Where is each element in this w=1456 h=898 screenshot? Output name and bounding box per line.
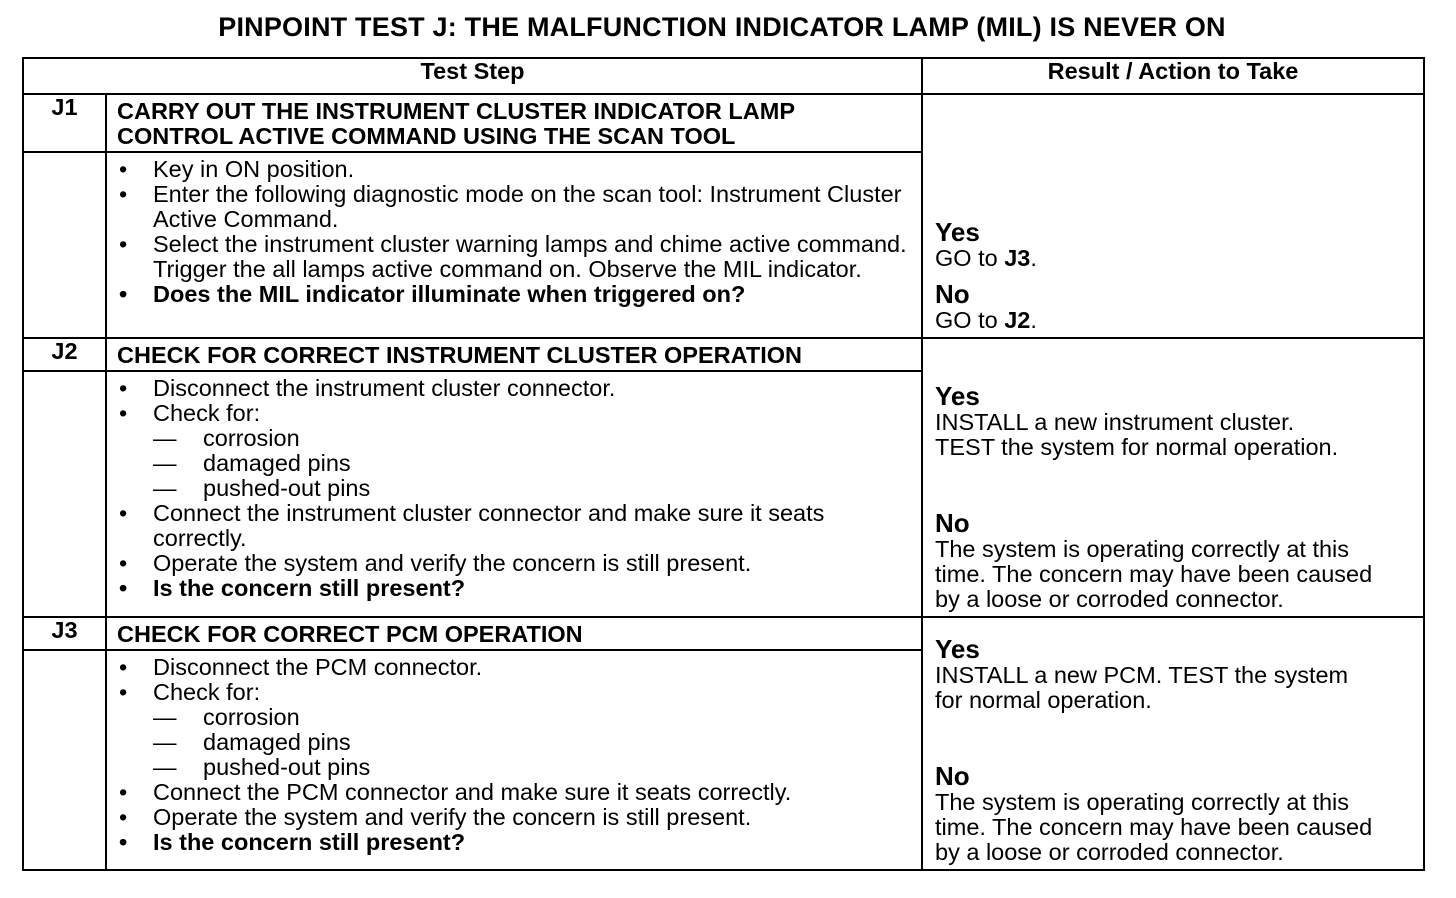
no-label: No (935, 508, 970, 538)
header-test-step: Test Step (23, 58, 922, 94)
step-body (106, 371, 922, 617)
no-line: time. The concern may have been caused (935, 561, 1373, 587)
bullet-list (115, 376, 913, 601)
dash-icon: — (153, 729, 177, 755)
step-j3-title-row (23, 617, 1424, 650)
bullet-icon: • (119, 829, 128, 855)
blank-cell (23, 650, 106, 870)
bullet-icon: • (119, 804, 128, 830)
list-item (115, 232, 913, 282)
yes-line: TEST the system for normal operation. (935, 434, 1339, 460)
result-spacer (935, 460, 1415, 510)
step-j3-result (922, 617, 1424, 870)
bullet-icon: • (119, 500, 128, 526)
yes-period: . (1030, 245, 1037, 271)
sub-item-text: pushed-out pins (203, 475, 371, 501)
yes-result (935, 636, 1415, 713)
step-body (106, 152, 922, 338)
no-line: by a loose or corroded connector. (935, 839, 1284, 865)
yes-result (935, 219, 1415, 271)
bullet-icon: • (119, 550, 128, 576)
sub-item (153, 705, 913, 730)
sub-item-text: corrosion (203, 425, 300, 451)
list-item-text: Key in ON position. (153, 156, 355, 182)
list-item-question (115, 830, 913, 855)
list-item-text: Is the concern still present? (153, 575, 466, 601)
dash-icon: — (153, 475, 177, 501)
sub-item (153, 451, 913, 476)
no-label: No (935, 761, 970, 791)
yes-label: Yes (935, 381, 980, 411)
sub-item-text: pushed-out pins (203, 754, 371, 780)
blank-cell (23, 371, 106, 617)
list-item (115, 780, 913, 805)
list-item-text: Connect the instrument cluster connector and make sure it seats correctly. (153, 500, 825, 551)
dash-icon: — (153, 450, 177, 476)
pinpoint-test-table (22, 57, 1425, 871)
step-title: CHECK FOR CORRECT INSTRUMENT CLUSTER OPERATION (106, 338, 922, 371)
list-item-text: Disconnect the instrument cluster connector. (153, 375, 616, 401)
no-line: The system is operating correctly at this (935, 536, 1350, 562)
list-item (115, 805, 913, 830)
bullet-icon: • (119, 654, 128, 680)
sub-item (153, 755, 913, 780)
yes-line: for normal operation. (935, 687, 1152, 713)
yes-label: Yes (935, 634, 980, 664)
sub-item (153, 476, 913, 501)
yes-line: INSTALL a new PCM. TEST the system (935, 662, 1349, 688)
yes-line: INSTALL a new instrument cluster. (935, 409, 1295, 435)
yes-label: Yes (935, 217, 980, 247)
bullet-list (115, 157, 913, 307)
no-action (935, 308, 1415, 333)
bullet-icon: • (119, 281, 128, 307)
sub-item (153, 730, 913, 755)
list-item (115, 551, 913, 576)
step-title: CARRY OUT THE INSTRUMENT CLUSTER INDICATOR LAMP CONTROL ACTIVE COMMAND USING THE SCAN TOOL (106, 94, 922, 152)
bullet-icon: • (119, 181, 128, 207)
bullet-icon: • (119, 575, 128, 601)
bullet-icon: • (119, 400, 128, 426)
list-item-text: Check for: (153, 679, 261, 705)
bullet-icon: • (119, 375, 128, 401)
sub-item (153, 426, 913, 451)
yes-result (935, 383, 1415, 460)
step-body (106, 650, 922, 870)
list-item (115, 182, 913, 232)
dash-icon: — (153, 425, 177, 451)
list-item (115, 157, 913, 182)
list-item (115, 401, 913, 501)
list-item-text: Connect the PCM connector and make sure it seats correctly. (153, 779, 792, 805)
dash-list (153, 426, 913, 501)
list-item-text: Does the MIL indicator illuminate when triggered on? (153, 281, 746, 307)
bullet-list (115, 655, 913, 855)
list-item-question (115, 282, 913, 307)
step-j1-result (922, 94, 1424, 338)
no-line: The system is operating correctly at this (935, 789, 1350, 815)
sub-item-text: damaged pins (203, 729, 351, 755)
no-target-link[interactable]: J2 (1004, 307, 1031, 333)
step-j2-result (922, 338, 1424, 617)
result-spacer (935, 713, 1415, 763)
step-id: J3 (23, 617, 106, 650)
step-id: J2 (23, 338, 106, 371)
no-label: No (935, 279, 970, 309)
step-id: J1 (23, 94, 106, 152)
step-title: CHECK FOR CORRECT PCM OPERATION (106, 617, 922, 650)
sub-item-text: corrosion (203, 704, 300, 730)
no-result (935, 281, 1415, 333)
list-item-text: Operate the system and verify the concern is still present. (153, 550, 752, 576)
no-action-text: GO to (935, 307, 998, 333)
blank-cell (23, 152, 106, 338)
no-period: . (1030, 307, 1037, 333)
dash-icon: — (153, 704, 177, 730)
dash-list (153, 705, 913, 780)
bullet-icon: • (119, 679, 128, 705)
list-item (115, 376, 913, 401)
dash-icon: — (153, 754, 177, 780)
list-item-text: Is the concern still present? (153, 829, 466, 855)
list-item (115, 680, 913, 780)
list-item-text: Select the instrument cluster warning lamps and chime active command. Trigger the all lamps active command on. Observe the MIL indicator. (153, 231, 907, 282)
list-item-text: Operate the system and verify the concern is still present. (153, 804, 752, 830)
sub-item-text: damaged pins (203, 450, 351, 476)
step-j2-title-row (23, 338, 1424, 371)
list-item-question (115, 576, 913, 601)
yes-action-text: GO to (935, 245, 998, 271)
list-item (115, 655, 913, 680)
list-item-text: Disconnect the PCM connector. (153, 654, 483, 680)
list-item (115, 501, 913, 551)
no-line: time. The concern may have been caused (935, 814, 1373, 840)
bullet-icon: • (119, 231, 128, 257)
header-result: Result / Action to Take (922, 58, 1424, 94)
list-item-text: Enter the following diagnostic mode on the scan tool: Instrument Cluster Active Command. (153, 181, 902, 232)
no-result (935, 510, 1415, 612)
page-title: PINPOINT TEST J: THE MALFUNCTION INDICATOR LAMP (MIL) IS NEVER ON (218, 12, 1226, 42)
no-line: by a loose or corroded connector. (935, 586, 1284, 612)
table-header-row (23, 58, 1424, 94)
yes-action (935, 246, 1415, 271)
yes-target-link[interactable]: J3 (1004, 245, 1031, 271)
step-j1-title-row (23, 94, 1424, 152)
no-result (935, 763, 1415, 865)
bullet-icon: • (119, 156, 128, 182)
bullet-icon: • (119, 779, 128, 805)
list-item-text: Check for: (153, 400, 261, 426)
